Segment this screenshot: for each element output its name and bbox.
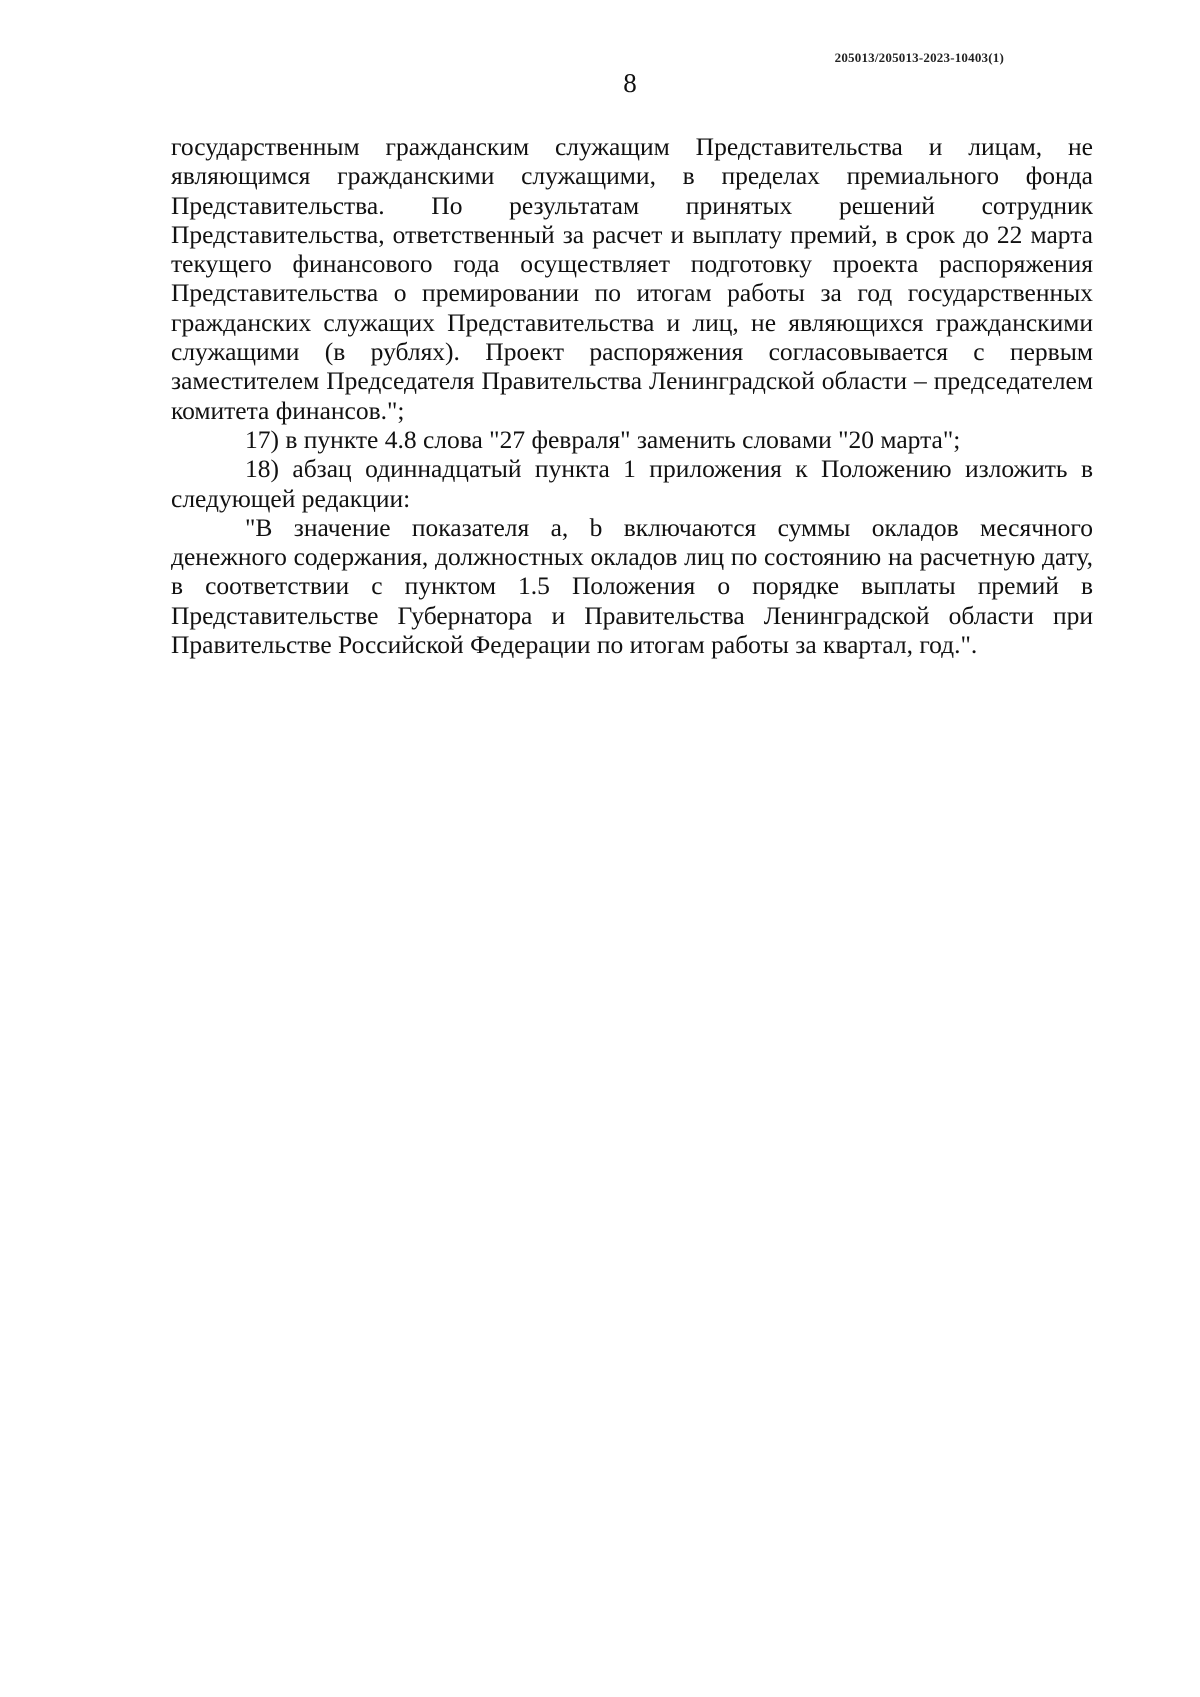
paragraph-continuation: государственным гражданским служащим Представительства и лицам, не являющимся гражданскими служащими, в пределах премиального фонда Представительства. По результатам принятых решений сотрудник Представительства, ответственный за расчет и выплату премий, в срок до 22 марта текущего финансового года осуществляет подготовку проекта распоряжения Представительства о премировании по итогам работы за год государственных гражданских служащих Представительства и лиц, не являющихся гражданскими служащими (в рублях). Проект распоряжения согласовывается с первым заместителем Председателя Правительства Ленинградской области – председателем комитета финансов."; xyxy=(171,132,1093,425)
document-body xyxy=(171,132,1093,659)
paragraph-item-18: 18) абзац одиннадцатый пункта 1 приложения к Положению изложить в следующей редакции: xyxy=(171,454,1093,513)
page-number: 8 xyxy=(623,68,637,98)
paragraph-quoted-text: "В значение показателя a, b включаются суммы окладов месячного денежного содержания, должностных окладов лиц по состоянию на расчетную дату, в соответствии с пунктом 1.5 Положения о порядке выплаты премий в Представительстве Губернатора и Правительства Ленинградской области при Правительстве Российской Федерации по итогам работы за квартал, год.". xyxy=(171,512,1093,660)
document-registration-number: 205013/205013-2023-10403(1) xyxy=(834,50,1004,65)
paragraph-item-17: 17) в пункте 4.8 слова "27 февраля" заменить словами "20 марта"; xyxy=(245,424,961,454)
